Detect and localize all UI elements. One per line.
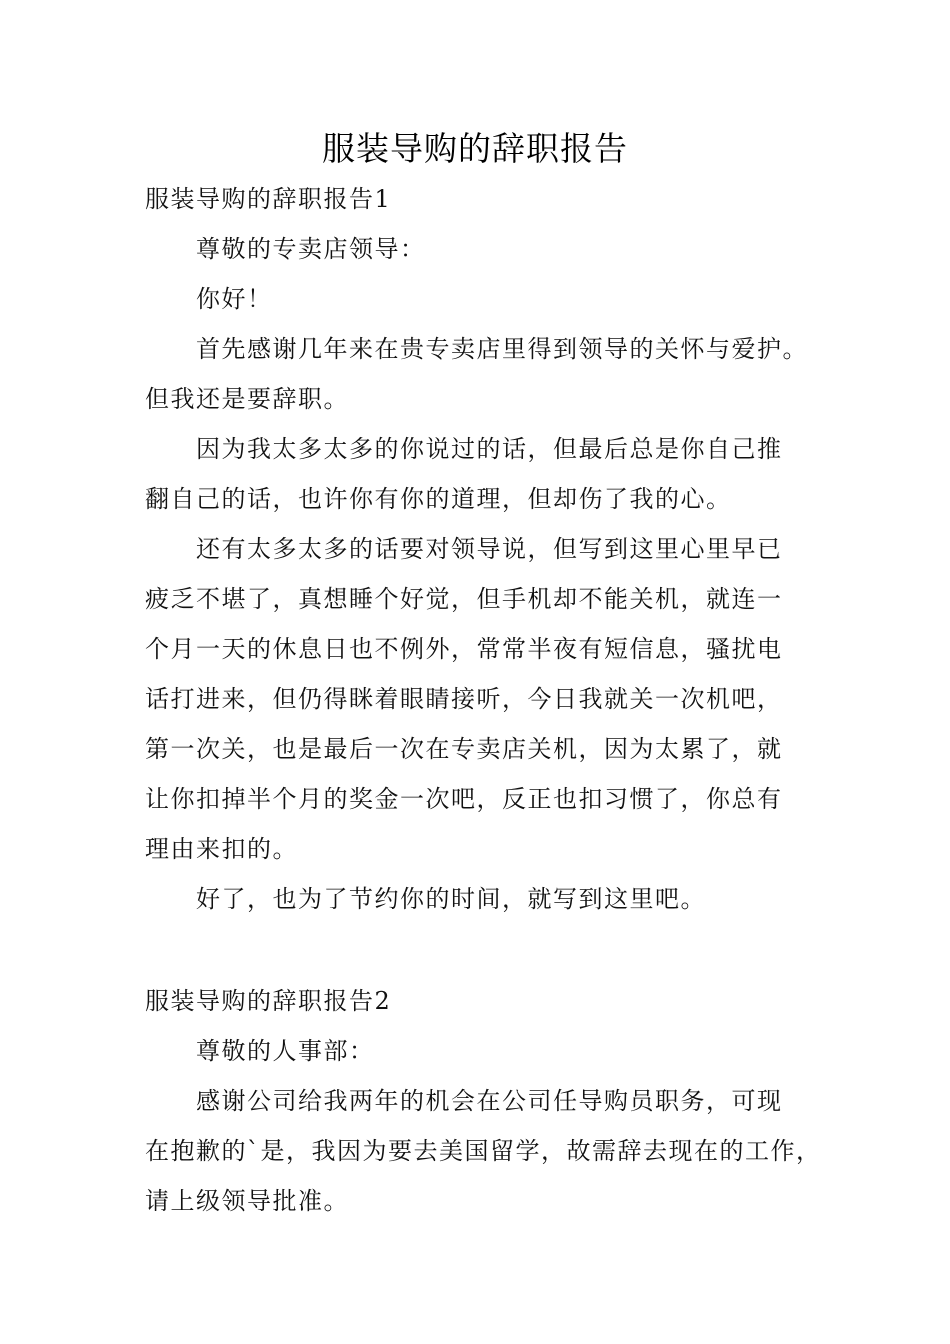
closing-line: 好了，也为了节约你的时间，就写到这里吧。 (196, 885, 706, 913)
document-title: 服装导购的辞职报告 (322, 129, 628, 168)
paragraph-line: 在抱歉的`是，我因为要去美国留学，故需辞去现在的工作， (145, 1137, 822, 1165)
paragraph-line: 让你扣掉半个月的奖金一次吧，反正也扣习惯了，你总有 (145, 785, 783, 813)
salutation: 尊敬的专卖店领导： (196, 235, 426, 263)
paragraph-line: 感谢公司给我两年的机会在公司任导购员职务，可现 (196, 1087, 783, 1115)
paragraph-line: 还有太多太多的话要对领导说，但写到这里心里早已 (196, 535, 783, 563)
paragraph-line: 个月一天的休息日也不例外，常常半夜有短信息，骚扰电 (145, 635, 783, 663)
paragraph-line: 第一次关，也是最后一次在专卖店关机，因为太累了，就 (145, 735, 783, 763)
paragraph-line: 翻自己的话，也许你有你的道理，但却伤了我的心。 (145, 485, 732, 513)
paragraph-line: 因为我太多太多的你说过的话，但最后总是你自己推 (196, 435, 783, 463)
paragraph-line: 疲乏不堪了，真想睡个好觉，但手机却不能关机，就连一 (145, 585, 783, 613)
section-heading: 服装导购的辞职报告1 (145, 185, 392, 213)
paragraph-line: 理由来扣的。 (145, 835, 298, 863)
paragraph-line: 首先感谢几年来在贵专卖店里得到领导的关怀与爱护。 (196, 335, 808, 363)
greeting: 你好！ (196, 285, 273, 313)
paragraph-line: 但我还是要辞职。 (145, 385, 349, 413)
section-heading: 服装导购的辞职报告2 (145, 987, 392, 1015)
paragraph-line: 请上级领导批准。 (145, 1187, 349, 1215)
salutation: 尊敬的人事部： (196, 1037, 375, 1065)
paragraph-line: 话打进来，但仍得眯着眼睛接听，今日我就关一次机吧， (145, 685, 783, 713)
